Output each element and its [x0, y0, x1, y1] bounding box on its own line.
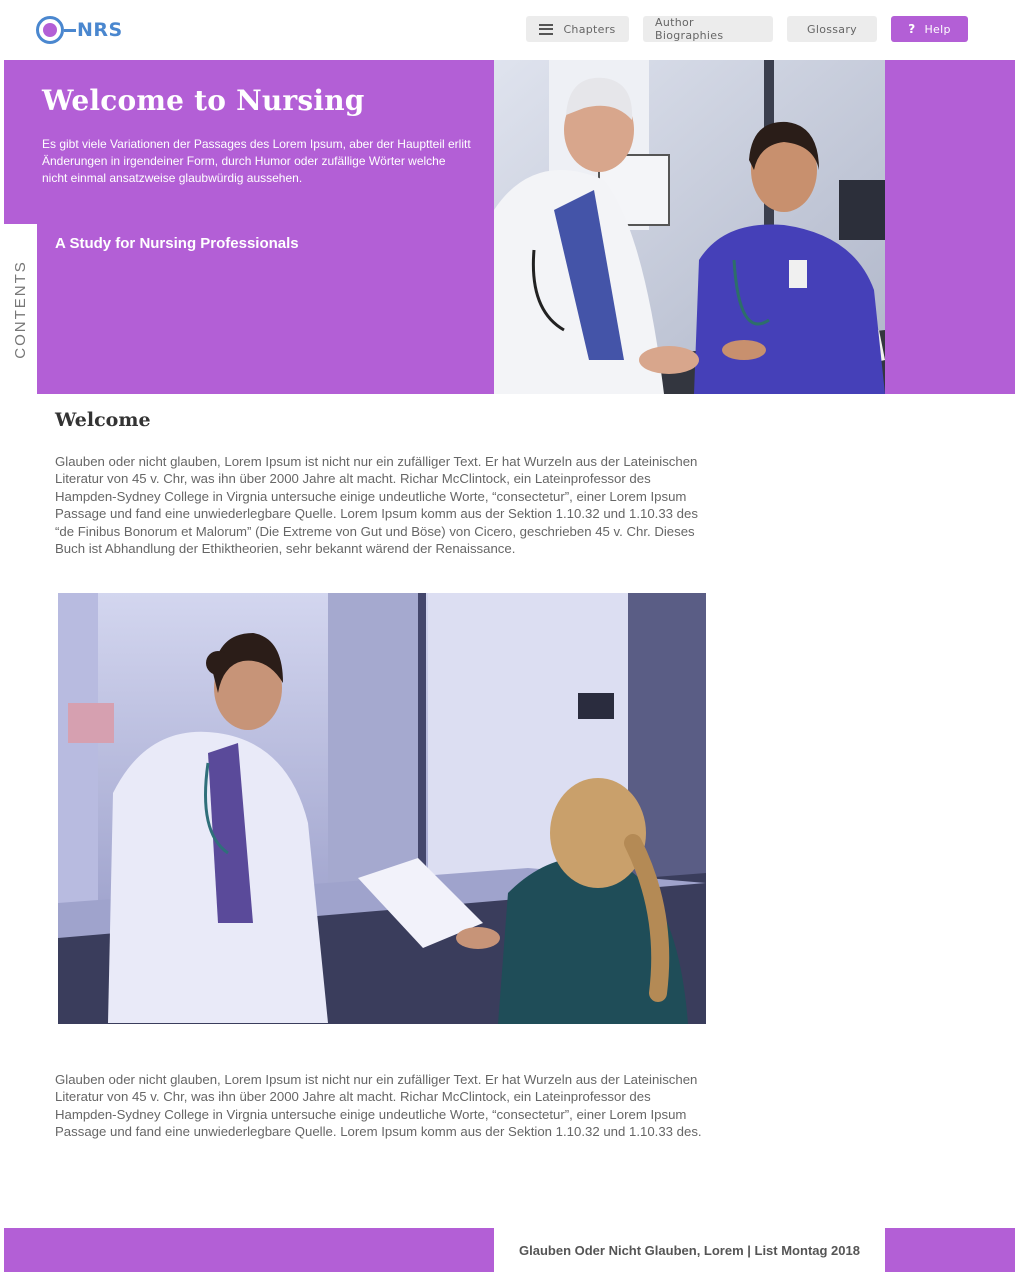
menu-icon [539, 24, 553, 35]
article-paragraph: Glauben oder nicht glauben, Lorem Ipsum ist nicht nur ein zufälliger Text. Er hat Wurzeln aus der Lateinischen Literatur von 45 v. Chr, was ihn über 2000 Jahre alt macht. Richar McClintock, ein Lateinprofessor des Hampden-Sydney College in Virgnia untersuche einige undeutliche Worte, “consectetur”, einer Lorem Ipsum Passage und fand eine unwiederlegbare Quelle. Lorem Ipsum komm aus der Sektion 1.10.32 und 1.10.33 des “de Finibus Bonorum et Malorum” (Die Extreme von Gut und Böse) von Cicero, geschrieben 45 v. Chr. Dieses Buch ist Abhandlung der Ethiktheorien, sehr bekannt wärend der Renaissance. [55, 454, 698, 557]
contents-tab[interactable] [4, 224, 37, 394]
author-biographies-label: Author Biographies [655, 16, 724, 42]
chapters-button[interactable] [526, 16, 629, 42]
help-label: Help [924, 22, 951, 36]
glossary-button[interactable] [787, 16, 877, 42]
footer-band-left [4, 1228, 494, 1272]
article-paragraph: Glauben oder nicht glauben, Lorem Ipsum ist nicht nur ein zufälliger Text. Er hat Wurzeln aus der Lateinischen Literatur von 45 v. Chr, was ihn über 2000 Jahre alt macht. Richar McClintock, ein Lateinprofessor des Hampden-Sydney College in Virgnia untersuche einige undeutliche Worte, “consectetur”, einer Lorem Ipsum Passage und fand eine unwiederlegbare Quelle. Lorem Ipsum komm aus der Sektion 1.10.32 und 1.10.33 des. [55, 1072, 702, 1140]
article-photo-nurse-station [58, 593, 706, 1024]
footer-band-right [885, 1228, 1015, 1272]
help-button[interactable] [891, 16, 968, 42]
logo-ring-icon [36, 16, 64, 44]
footer-text: Glauben Oder Nicht Glauben, Lorem | List Montag 2018 [519, 1242, 860, 1258]
hero-photo-doctor-and-nurse [494, 60, 885, 394]
logo-text: NRS [77, 19, 123, 41]
section-heading: Welcome [55, 409, 151, 431]
question-mark-icon: ? [908, 22, 916, 36]
hero-subtitle: A Study for Nursing Professionals [55, 235, 299, 252]
hero-title: Welcome to Nursing [42, 84, 365, 117]
nrs-logo[interactable] [36, 12, 123, 48]
chapters-label: Chapters [563, 22, 616, 36]
glossary-label: Glossary [807, 22, 857, 36]
top-nav [526, 16, 968, 42]
author-biographies-button[interactable] [643, 16, 773, 42]
contents-tab-label: CONTENTS [12, 259, 29, 359]
hero-description: Es gibt viele Variationen der Passages des Lorem Ipsum, aber der Hauptteil erlitt Änderungen in irgendeiner Form, durch Humor oder zufällige Wörter welche nicht einmal ansatzweise glaubwürdig aussehen. [42, 137, 471, 185]
hero-side-panel [885, 60, 1015, 394]
